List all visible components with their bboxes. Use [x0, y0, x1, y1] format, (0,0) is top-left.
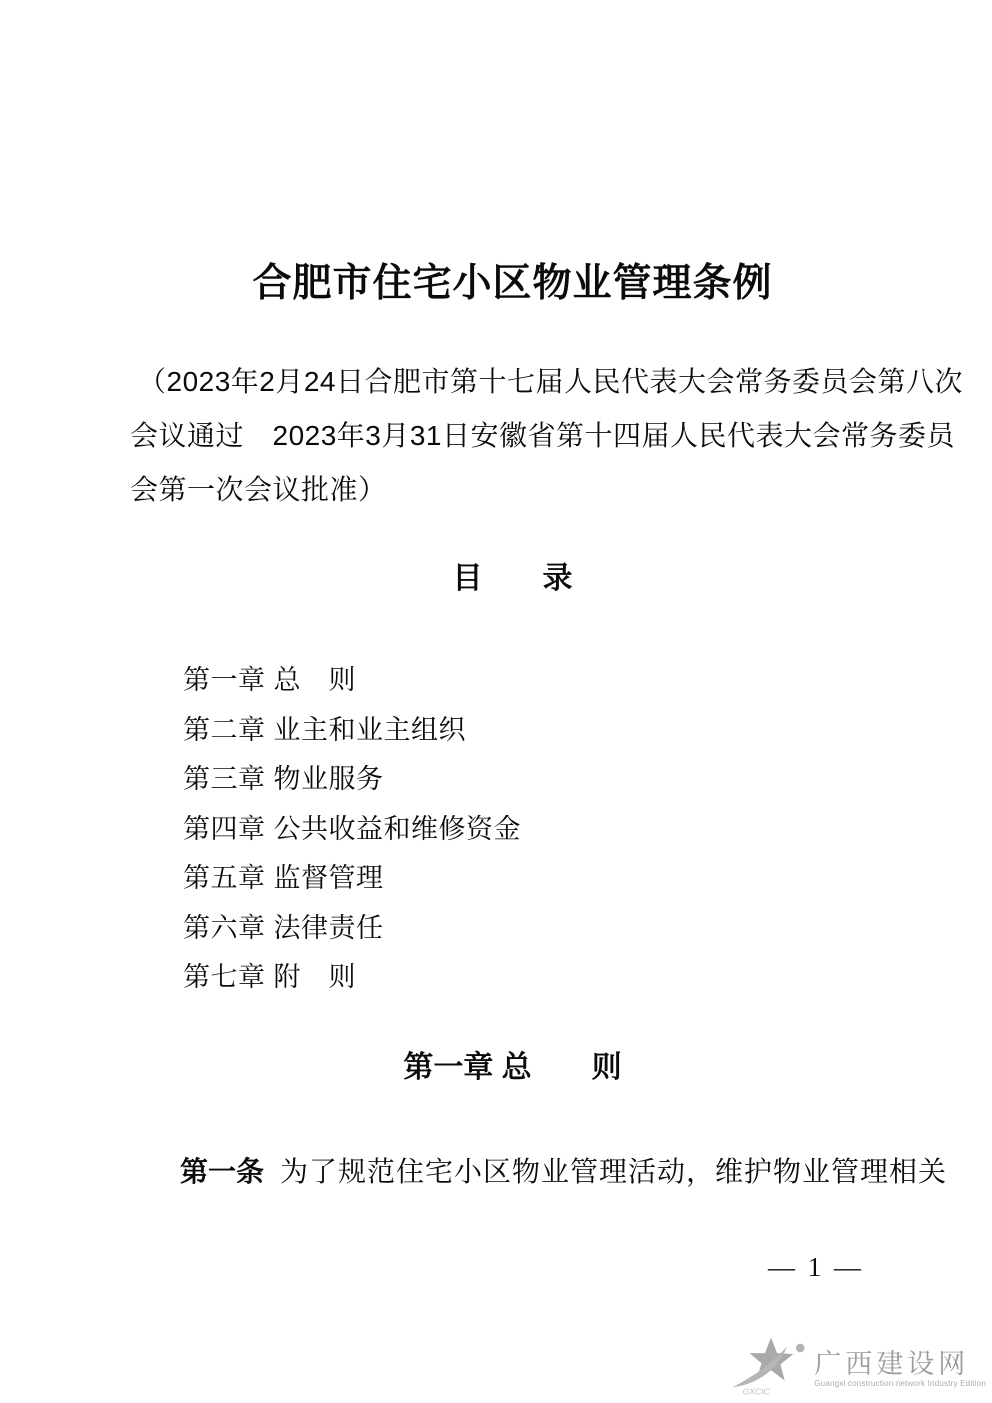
- preamble: [130, 355, 964, 517]
- watermark-site-name: 广西建设网: [814, 1348, 970, 1379]
- toc-item-chapter-6: 第六章 法律责任: [183, 912, 384, 943]
- toc-list: [183, 656, 521, 1003]
- star-logo-icon: [722, 1334, 808, 1403]
- toc-item-chapter-1: 第一章 总 则: [183, 665, 357, 695]
- preamble-line-1: （2023年2月24日合肥市第十七届人民代表大会常务委员会第八次: [138, 366, 964, 397]
- toc-heading: 目 录: [452, 562, 573, 595]
- toc-item-chapter-7: 第七章 附 则: [183, 962, 357, 992]
- toc-item-chapter-4: 第四章 公共收益和维修资金: [183, 813, 522, 844]
- site-watermark: [722, 1334, 986, 1403]
- preamble-line-3: 会第一次会议批准）: [130, 474, 387, 505]
- article-1-label: 第一条: [180, 1156, 265, 1187]
- article-1-paragraph: [130, 1146, 948, 1199]
- toc-item-chapter-5: 第五章 监督管理: [183, 863, 384, 893]
- document-title: 合肥市住宅小区物业管理条例: [252, 262, 773, 305]
- watermark-subtitle: Guangxi construction network Industry Edition: [814, 1378, 986, 1388]
- preamble-line-2: 会议通过 2023年3月31日安徽省第十四届人民代表大会常务委员: [130, 420, 956, 451]
- watermark-text-block: [814, 1349, 986, 1389]
- chapter-1-heading: 第一章 总 则: [403, 1051, 622, 1084]
- toc-item-chapter-3: 第三章 物业服务: [183, 764, 384, 794]
- toc-item-chapter-2: 第二章 业主和业主组织: [183, 714, 467, 745]
- star-logo-text: GXCIC: [742, 1386, 771, 1397]
- page-number: — 1 —: [768, 1252, 864, 1282]
- article-1-text: 为了规范住宅小区物业管理活动，维护物业管理相关: [280, 1157, 948, 1188]
